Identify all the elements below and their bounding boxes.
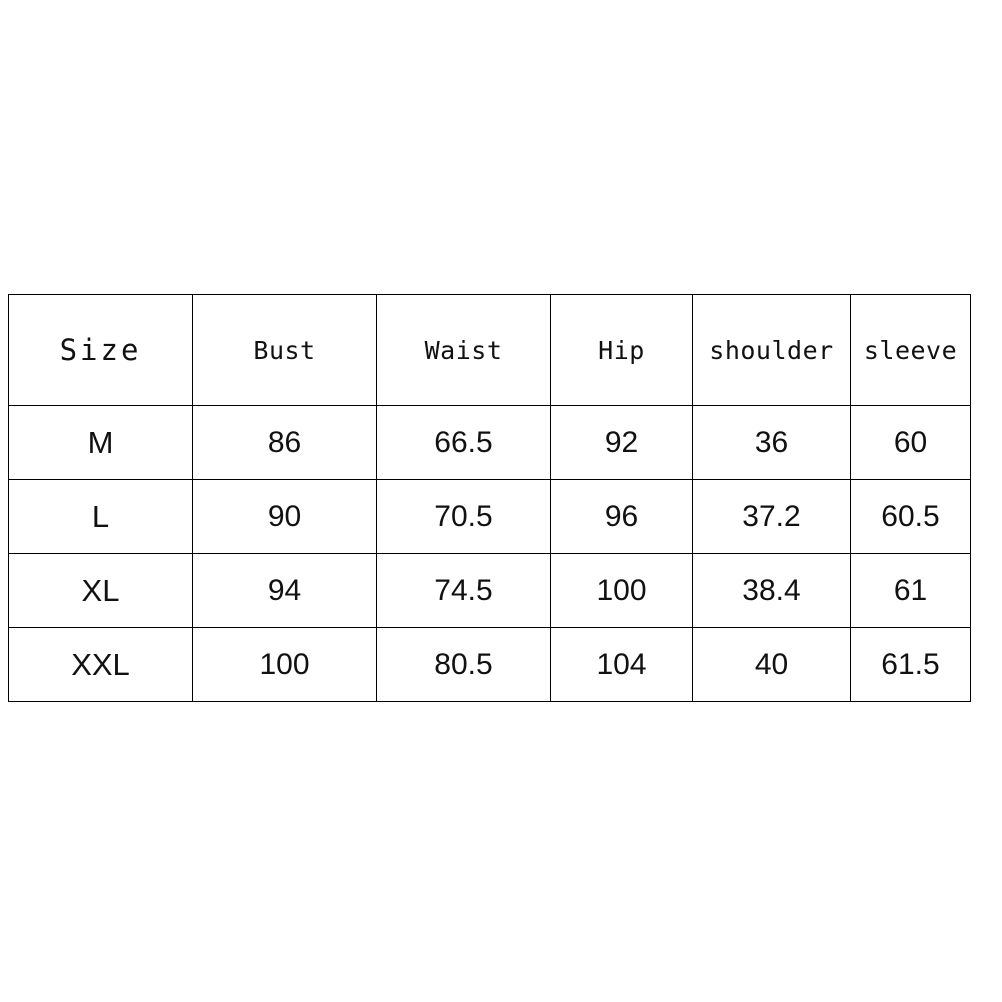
- cell-sleeve-l: 60.5: [851, 480, 971, 554]
- cell-waist-xl: 74.5: [377, 554, 551, 628]
- cell-sleeve-xxl: 61.5: [851, 628, 971, 702]
- cell-size-xxl: XXL: [9, 628, 193, 702]
- column-header-hip: Hip: [551, 295, 693, 406]
- column-header-size: Size: [9, 295, 193, 406]
- column-header-bust: Bust: [193, 295, 377, 406]
- cell-waist-l: 70.5: [377, 480, 551, 554]
- table-row: [9, 406, 971, 480]
- cell-bust-xl: 94: [193, 554, 377, 628]
- table-row: [9, 554, 971, 628]
- cell-size-l: L: [9, 480, 193, 554]
- column-header-waist: Waist: [377, 295, 551, 406]
- cell-sleeve-xl: 61: [851, 554, 971, 628]
- cell-waist-m: 66.5: [377, 406, 551, 480]
- cell-shoulder-l: 37.2: [693, 480, 851, 554]
- cell-bust-xxl: 100: [193, 628, 377, 702]
- cell-size-m: M: [9, 406, 193, 480]
- table-header-row: [9, 295, 971, 406]
- cell-size-xl: XL: [9, 554, 193, 628]
- cell-bust-m: 86: [193, 406, 377, 480]
- table-row: [9, 480, 971, 554]
- size-chart-table: [8, 294, 971, 702]
- cell-shoulder-xxl: 40: [693, 628, 851, 702]
- cell-hip-xl: 100: [551, 554, 693, 628]
- cell-hip-m: 92: [551, 406, 693, 480]
- cell-shoulder-m: 36: [693, 406, 851, 480]
- cell-hip-xxl: 104: [551, 628, 693, 702]
- cell-waist-xxl: 80.5: [377, 628, 551, 702]
- cell-hip-l: 96: [551, 480, 693, 554]
- cell-bust-l: 90: [193, 480, 377, 554]
- cell-sleeve-m: 60: [851, 406, 971, 480]
- table-row: [9, 628, 971, 702]
- column-header-sleeve: sleeve: [851, 295, 971, 406]
- cell-shoulder-xl: 38.4: [693, 554, 851, 628]
- column-header-shoulder: shoulder: [693, 295, 851, 406]
